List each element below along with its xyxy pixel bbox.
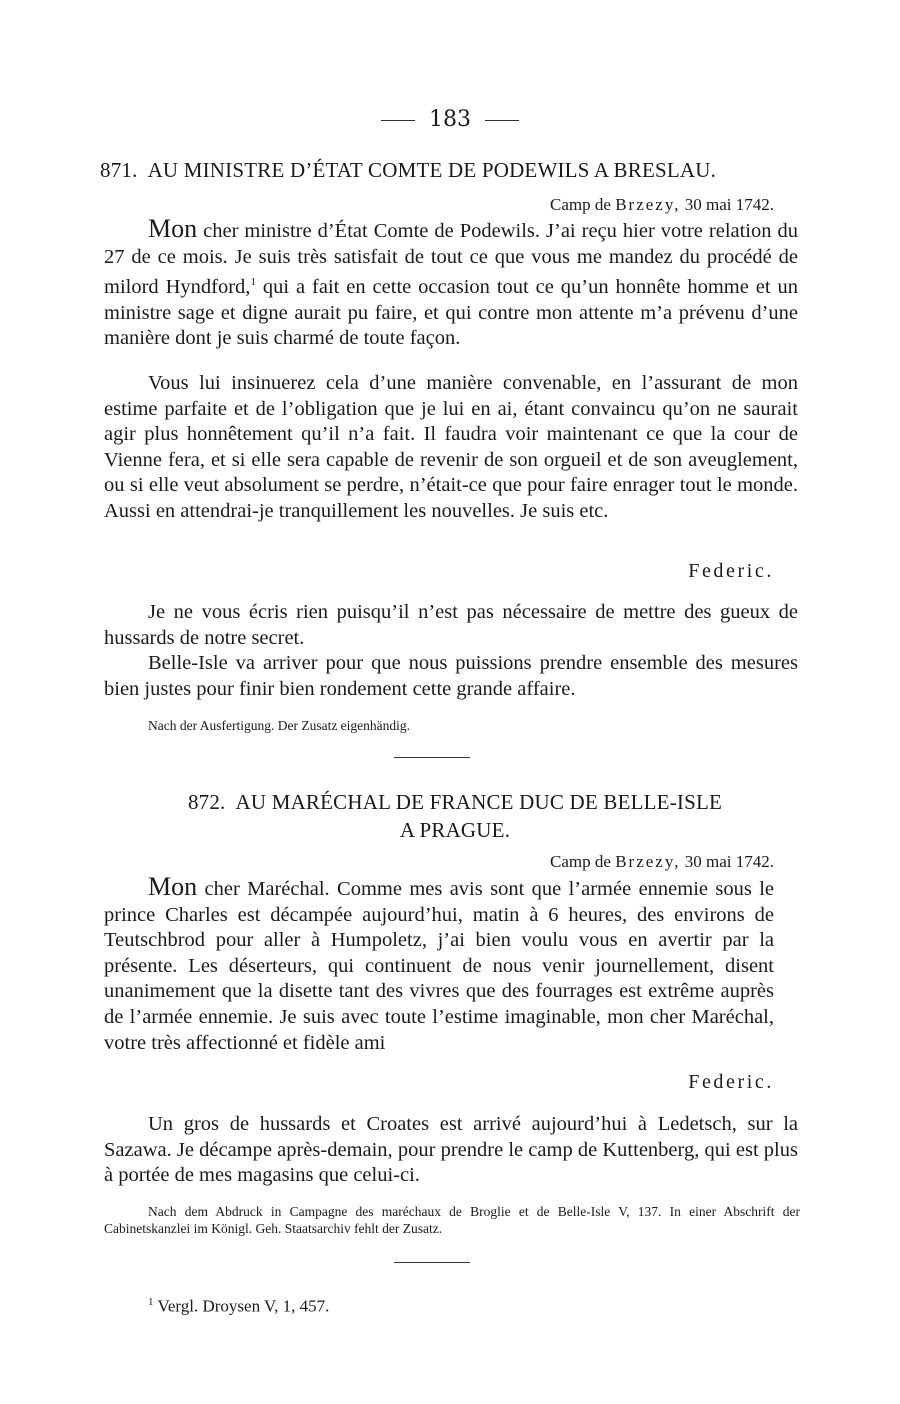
letter-871-date-place: Camp de xyxy=(550,195,611,214)
section-divider xyxy=(394,757,470,758)
letter-871-signature: Federic. xyxy=(688,560,774,582)
footnote-ref-1: 1 xyxy=(250,276,256,289)
footnote-marker: 1 xyxy=(148,1296,154,1308)
letter-872-title-line1: AU MARÉCHAL DE FRANCE DUC DE BELLE-ISLE xyxy=(235,790,723,814)
letter-871-number: 871. xyxy=(100,158,138,182)
letter-872-dateline xyxy=(550,851,774,873)
letter-872-date-place: Camp de xyxy=(550,852,611,871)
letter-872-date-name: Brzezy, xyxy=(615,852,681,871)
page-number-dash-left xyxy=(381,120,415,121)
letter-871-p1-b: qui a fait en cette occasion tout ce qu’un honnête homme et un ministre sage et digne aurait pu faire, et qui contre mon attente m’a prévenu d’une manière dont je suis charmé de toute façon. xyxy=(104,276,799,350)
letter-871-p1-a: cher ministre d’État Comte de Podewils. J’ai reçu hier votre relation du 27 de ce mois. Je suis très satisfait de tout ce que vous me mandez du procédé de milord Hyndford, xyxy=(104,220,799,299)
letter-872-number: 872. xyxy=(187,790,226,814)
letter-872-source-note: Nach dem Abdruck in Campagne des maréchaux de Broglie et de Belle-Isle V, 137. In einer Abschrift der Cabinetskanzlei im Königl. Geh. Staatsarchiv fehlt der Zusatz. xyxy=(104,1204,800,1236)
footnote-text: Vergl. Droysen V, 1, 457. xyxy=(157,1296,330,1316)
letter-872-heading-line2: A PRAGUE. xyxy=(399,818,511,842)
letter-872-p1-text: cher Maréchal. Comme mes avis sont que l’armée ennemie sous le prince Charles est décampée aujourd’hui, matin à 6 heures, des environs de Teutschbrod pour aller à Humpoletz, j’ai bien voulu vous en avertir par la présente. Les déserteurs, qui continuent de nous venir journellement, disent unanimement que la disette tant des vivres que des fourrages est extrême auprès de l’armée ennemie. Je suis avec toute l’estime imaginable, mon cher Maréchal, votre très affectionné et fidèle ami xyxy=(104,878,774,1054)
letter-871-date-name: Brzezy, xyxy=(615,195,681,214)
letter-871-title: AU MINISTRE D’ÉTAT COMTE DE PODEWILS A BRESLAU. xyxy=(147,158,717,182)
letter-872-p1-cap: Mon xyxy=(148,872,198,901)
letter-872-heading xyxy=(100,788,810,816)
letter-871-heading xyxy=(100,156,810,184)
footnote-divider xyxy=(394,1262,470,1263)
letter-872-date-day: 30 mai 1742. xyxy=(684,852,774,871)
letter-871-source-note: Nach der Ausfertigung. Der Zusatz eigenhändig. xyxy=(148,718,411,733)
letter-871-p1-cap: Mon xyxy=(148,214,198,243)
letter-872-paragraph-2: Un gros de hussards et Croates est arrivé aujourd’hui à Ledetsch, sur la Sazawa. Je décampe après-demain, pour prendre le camp de Kuttenberg, qui est plus à portée de mes magasins que celui-ci. xyxy=(104,1113,798,1187)
letter-871-paragraph-3: Je ne vous écris rien puisqu’il n’est pas nécessaire de mettre des gueux de hussards de notre secret. xyxy=(104,601,798,649)
letter-872-signature: Federic. xyxy=(688,1071,774,1093)
letter-871-paragraph-4: Belle-Isle va arriver pour que nous puissions prendre ensemble des mesures bien justes pour finir bien rondement cette grande affaire. xyxy=(104,652,798,700)
letter-871-paragraph-1 xyxy=(104,216,798,352)
page-number-text: 183 xyxy=(429,107,471,132)
page-number-dash-right xyxy=(485,120,519,121)
footnote xyxy=(148,1296,329,1317)
letter-871-date-day: 30 mai 1742. xyxy=(684,195,774,214)
page-number xyxy=(0,106,900,134)
letter-871-dateline xyxy=(550,194,774,216)
letter-871-paragraph-2: Vous lui insinuerez cela d’une manière convenable, en l’assurant de mon estime parfaite et de l’obligation que je lui en ai, étant convaincu qu’on ne saurait agir plus honnêtement qu’il n’a fait. Il faudra voir maintenant ce que la cour de Vienne fera, et si elle sera capable de revenir de son orgueil et de son aveuglement, ou si elle veut absolument se perdre, n’était-ce que pour faire enrager tout le monde. Aussi en attendrai-je tranquillement les nouvelles. Je suis etc. xyxy=(104,372,798,522)
letter-872-paragraph-1 xyxy=(104,874,774,1056)
